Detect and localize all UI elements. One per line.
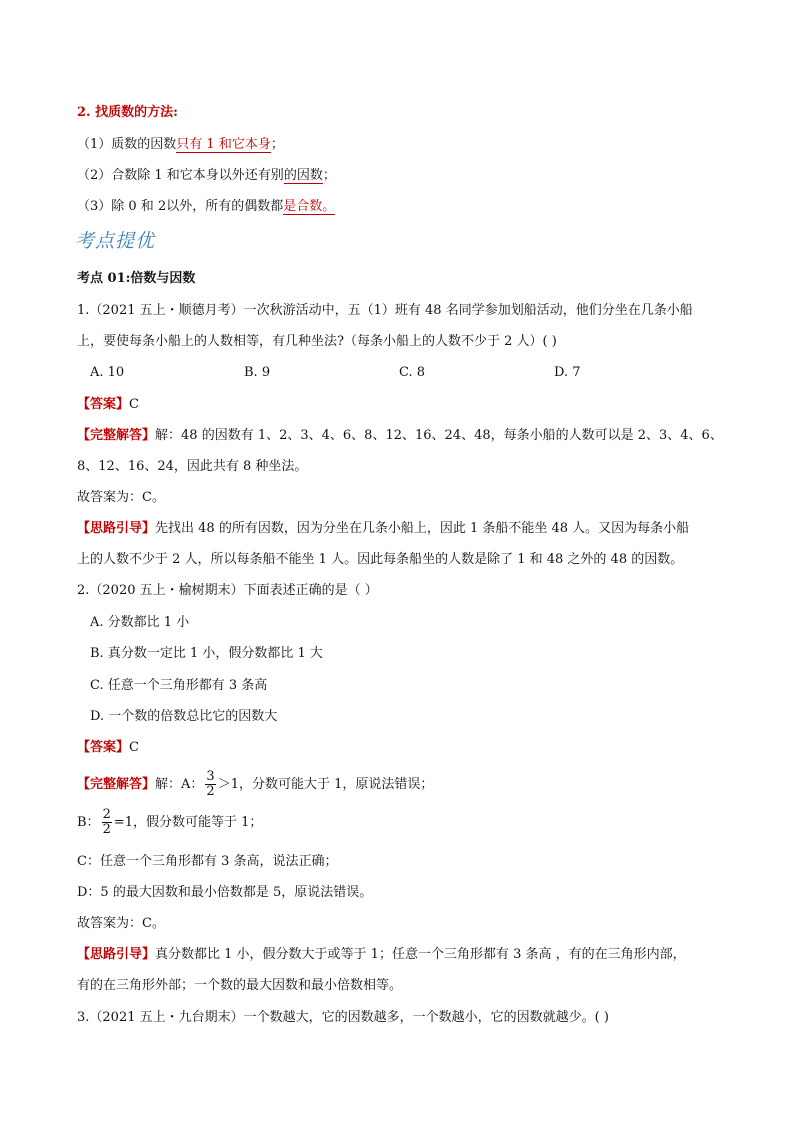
q1-answer-value: C: [129, 397, 139, 412]
q1-explain-tag: 【完整解答】: [77, 428, 156, 443]
q2-hint-line-2: 有的在三角形外部；一个数的最大因数和最小倍数相等。: [77, 978, 403, 993]
q2-explain-b-prefix: B：: [77, 815, 100, 830]
q1-hint-line-2: 上的人数不少于 2 人，所以每条船不能坐 1 人。因此每条船坐的人数是除了 1 和 48 之外的 48 的因数。: [77, 552, 684, 567]
q2-hint-line-1: [77, 946, 686, 964]
topic-title: 考点 01:倍数与因数: [77, 271, 196, 286]
q1-explain-line-2: 8、12、16、24，因此共有 8 种坐法。: [77, 459, 308, 474]
q1-explain-line-1: [77, 427, 723, 445]
q1-line-2: 上，要使每条小船上的人数相等，有几种坐法?（每条小船上的人数不少于 2 人）( ): [77, 334, 557, 349]
section-heading: 考点提优: [75, 230, 156, 252]
q1-option-a: A. 10: [90, 365, 125, 380]
q1-answer-tag: 【答案】: [77, 397, 130, 412]
q2-answer-value: C: [129, 740, 139, 755]
q2-answer-tag: 【答案】: [77, 740, 130, 755]
fraction-a: [205, 770, 215, 799]
q2-hint-tag: 【思路引导】: [77, 947, 156, 962]
q2-answer: [77, 739, 139, 757]
q2-option-c: C. 任意一个三角形都有 3 条高: [90, 678, 268, 693]
method-item-1-prefix: （1）质数的因数: [77, 137, 177, 152]
method-item-3-prefix: （3）除 0 和 2以外，所有的偶数都: [77, 199, 284, 214]
q1-option-d: D. 7: [554, 365, 581, 380]
q2-explain-b: [77, 808, 262, 838]
q3-line-1: 3.（2021 五上・九台期末）一个数越大，它的因数越多，一个数越小，它的因数就越少。( ): [77, 1010, 609, 1025]
method-item-2: [77, 167, 336, 185]
q2-explain-b-suffix: =1，假分数可能等于 1；: [113, 815, 263, 830]
method-item-3-underlined: 是合数。: [283, 199, 336, 214]
q2-final: 故答案为：C。: [77, 916, 165, 931]
q1-explain-text-1: 解：48 的因数有 1、2、3、4、6、8、12、16、24、48，每条小船的人数可以是 2、3、4、6、: [155, 428, 723, 443]
q1-option-b: B. 9: [244, 365, 271, 380]
q2-line-1: 2.（2020 五上・榆树期末）下面表述正确的是（ ）: [77, 583, 378, 598]
q1-answer: [77, 396, 139, 414]
method-item-3: [77, 198, 335, 216]
methods-title: 2. 找质数的方法:: [77, 105, 178, 120]
fraction-b-denominator: 2: [102, 822, 111, 837]
q2-explain-c: C：任意一个三角形都有 3 条高，说法正确；: [77, 854, 338, 869]
q2-option-b: B. 真分数一定比 1 小，假分数都比 1 大: [90, 646, 323, 661]
q1-hint-line-1: [77, 520, 689, 538]
method-item-1-underlined: 只有 1 和它本身: [176, 137, 271, 152]
method-item-1: [77, 136, 284, 154]
q2-explain-d: D：5 的最大因数和最小倍数都是 5，原说法错误。: [77, 885, 373, 900]
method-item-2-suffix: ；: [322, 168, 336, 183]
q2-explain-a-suffix: ＞1，分数可能大于 1，原说法错误；: [217, 777, 434, 792]
fraction-a-numerator: 3: [206, 769, 215, 784]
fraction-a-denominator: 2: [206, 784, 215, 799]
method-item-1-suffix: ；: [270, 137, 284, 152]
q1-hint-text-1: 先找出 48 的所有因数，因为分坐在几条小船上，因此 1 条船不能坐 48 人。又因为每条小船: [155, 521, 690, 536]
fraction-b-numerator: 2: [102, 807, 111, 822]
method-item-2-underlined: 的因数: [283, 168, 323, 183]
q2-option-a: A. 分数都比 1 小: [90, 615, 190, 630]
q2-option-d: D. 一个数的倍数总比它的因数大: [90, 709, 278, 724]
q1-option-c: C. 8: [399, 365, 426, 380]
q2-explain-a-prefix: 解：A：: [155, 777, 204, 792]
q2-explain-a: [77, 770, 433, 800]
q1-final: 故答案为：C。: [77, 490, 165, 505]
q1-line-1: 1.（2021 五上・顺德月考）一次秋游活动中，五（1）班有 48 名同学参加划船活动，他们分坐在几条小船: [77, 303, 693, 318]
fraction-b: [102, 808, 112, 837]
q1-hint-tag: 【思路引导】: [77, 521, 156, 536]
method-item-2-prefix: （2）合数除 1 和它本身以外还有别: [77, 168, 284, 183]
q2-explain-tag: 【完整解答】: [77, 777, 156, 792]
q2-hint-text-1: 真分数都比 1 小，假分数大于或等于 1；任意一个三角形都有 3 条高 ，有的在三角形内部，: [155, 947, 686, 962]
